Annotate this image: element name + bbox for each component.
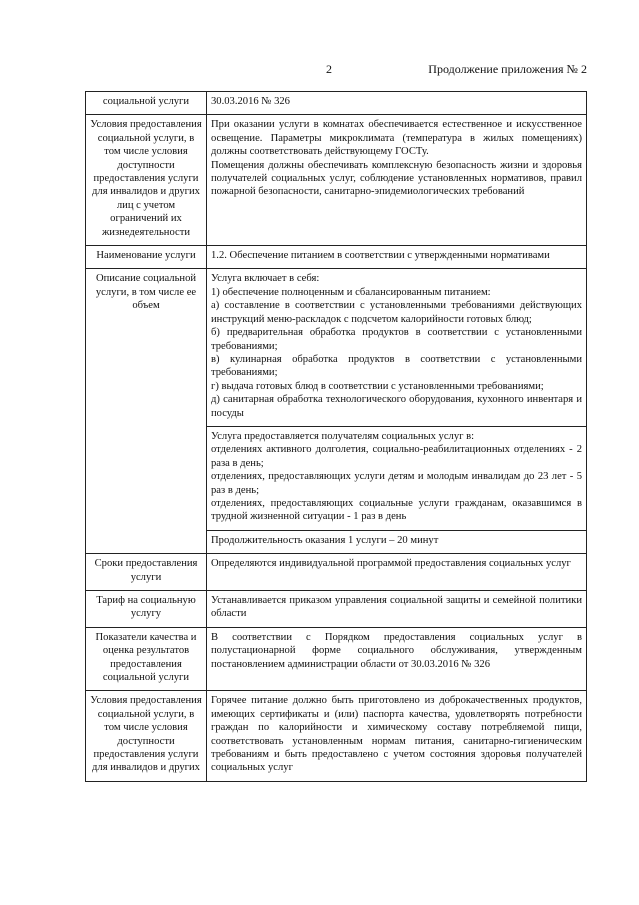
table-row bbox=[86, 92, 587, 115]
row-value: Услуга предоставляется получателям социальных услуг в: отделениях активного долголетия, социально-реабилитационных отделениях - 2 раза в день; отделениях, предоставляющих услуги детям и молодым инвалидам до 23 лет - 5 раз в день; отделениях, предоставляющих социальные услуги гражданам, оказавшимся в трудной жизненной ситуации - 1 раз в день bbox=[207, 426, 587, 530]
row-value: Горячее питание должно быть приготовлено из доброкачественных продуктов, имеющих сертификаты и (или) паспорта качества, удовлетворять потребности граждан по калорийности и химическому составу потребляемой пищи, соответствовать установленным нормам питания, санитарно-гигиеническим требованиям и быть предоставлено с учетом состояния здоровья получателей социальных услуг bbox=[207, 691, 587, 781]
row-value: 1.2. Обеспечение питанием в соответствии с утвержденными нормативами bbox=[207, 246, 587, 269]
continuation-note: Продолжение приложения № 2 bbox=[428, 62, 587, 76]
row-label: Описание социальной услуги, в том числе ее объем bbox=[86, 269, 207, 554]
row-value: Устанавливается приказом управления социальной защиты и семейной политики области bbox=[207, 591, 587, 628]
table-row bbox=[86, 246, 587, 269]
row-value: 30.03.2016 № 326 bbox=[207, 92, 587, 115]
row-label: социальной услуги bbox=[86, 92, 207, 115]
table-row bbox=[86, 554, 587, 591]
row-label: Тариф на социальную услугу bbox=[86, 591, 207, 628]
services-table bbox=[85, 91, 587, 782]
row-label: Условия предоставления социальной услуги, в том числе условия доступности предоставления услуги для инвалидов и других лиц с учетом ограничений их жизнедеятельности bbox=[86, 115, 207, 246]
row-label: Показатели качества и оценка результатов предоставления социальной услуги bbox=[86, 627, 207, 691]
row-value: Продолжительность оказания 1 услуги – 20 минут bbox=[207, 530, 587, 553]
table-row bbox=[86, 627, 587, 691]
table-row bbox=[86, 591, 587, 628]
row-value: При оказании услуги в комнатах обеспечивается естественное и искусственное освещение. Параметры микроклимата (температура в жилых помещениях) должны соответствовать действующему ГОСТу. Помещения должны обеспечивать комплексную безопасность жизни и здоровья получателей социальных услуг, соблюдение установленных нормативов, правил пожарной безопасности, санитарно-эпидемиологических требований bbox=[207, 115, 587, 246]
row-label: Наименование услуги bbox=[86, 246, 207, 269]
page-number: 2 bbox=[326, 62, 332, 76]
row-value: Услуга включает в себя: 1) обеспечение полноценным и сбалансированным питанием: а) составление в соответствии с установленными требованиями действующих инструкций меню-раскладок с подсчетом калорийности готовых блюд; б) предварительная обработка продуктов в соответствии с установленными требованиями; в) кулинарная обработка продуктов в соответствии с установленными требованиями; г) выдача готовых блюд в соответствии с установленными требованиями; д) санитарная обработка технологического оборудования, кухонного инвентаря и посуды bbox=[207, 269, 587, 426]
row-value: В соответствии с Порядком предоставления социальных услуг в полустационарной форме социального обслуживания, утвержденным постановлением администрации области от 30.03.2016 № 326 bbox=[207, 627, 587, 691]
table-row bbox=[86, 691, 587, 781]
row-value: Определяются индивидуальной программой предоставления социальных услуг bbox=[207, 554, 587, 591]
row-label: Условия предоставления социальной услуги, в том числе условия доступности предоставления услуги для инвалидов и других bbox=[86, 691, 207, 781]
table-row bbox=[86, 269, 587, 426]
table-row bbox=[86, 115, 587, 246]
row-label: Сроки предоставления услуги bbox=[86, 554, 207, 591]
